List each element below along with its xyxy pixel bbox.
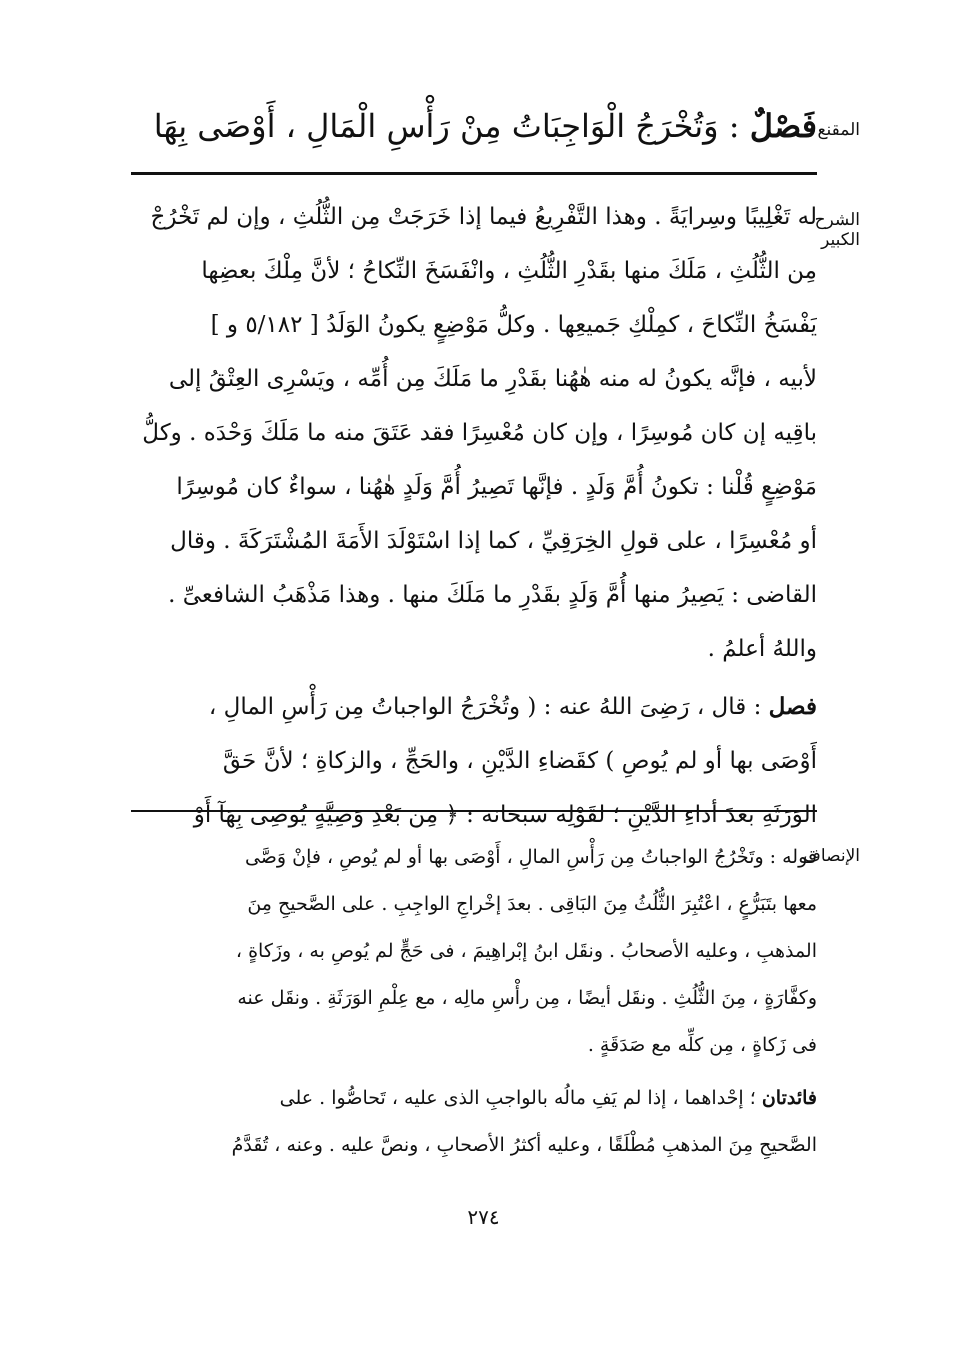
sharh-line: مَوْضِعٍ قُلْنا : تكونُ أُمَّ وَلَدٍ . فإنَّها تَصِيرُ أُمَّ وَلَدٍ هٰهُنا ، سواءٌ كان مُوسِرًا <box>176 474 817 500</box>
insaf-line: معها بتَبَرُّعٍ ، اعْتُبِرَ الثُّلُثُ مِنَ البَاقِى . بعدَ إخْراجِ الواجِبِ . على الصَّحيحِ مِنَ <box>247 893 817 915</box>
label-insaf: الإنصاف <box>803 846 860 866</box>
sharh-line: القاضى : يَصِيرُ منها أُمَّ وَلَدٍ بقَدْرِ ما مَلَكَ منها . وهذا مَذْهَبُ الشافعىِّ . <box>168 582 817 608</box>
sharh-line: أَوْصَى بها أو لم يُوصِ ) كقَضاءِ الدَّيْنِ ، والحَجِّ ، والزكاةِ ؛ لأنَّ حَقَّ <box>222 748 817 774</box>
insaf-line: وكفَّارَةٍ ، مِنَ الثُّلُثِ . ونقَل أيضًا ، مِن رأْسِ مالِه ، مع عِلْمِ الوَرَثَةِ . ونقَل عنه <box>237 987 817 1009</box>
sharh-line: باقِيه إن كان مُوسِرًا ، وإن كان مُعْسِرًا فقد عَتَقَ منه ما مَلَكَ وَحْدَه . وكلُّ <box>142 420 817 446</box>
label-muqni: المقنع <box>817 120 860 140</box>
label-sharh-kabir: الشرح الكبير <box>814 210 860 250</box>
insaf-line: المذهبِ ، وعليه الأصحابُ . ونقَل ابنُ إبْراهِيمَ ، فى حَجٍّ لم يُوصِ به ، وزَكاةٍ ، <box>235 940 817 962</box>
sharh-line: واللهُ أعلمُ . <box>707 636 817 662</box>
page-number: ٢٧٤ <box>467 1205 500 1229</box>
sharh-line: أو مُعْسِرًا ، على قولِ الخِرَقِيِّ ، كما إذا اسْتَوْلَدَ الأَمَةَ المُشْتَرَكَةَ . وقال <box>170 528 817 554</box>
fasl-text: : قال ، رَضِىَ اللهُ عنه : ( وتُخْرَجُ الواجباتُ مِن رَأْسِ المالِ ، <box>208 694 769 720</box>
muqni-text <box>131 102 817 150</box>
insaf-text <box>131 834 817 1169</box>
sharh-line: الوَرَثَةِ بعدَ أداءِ الدَّيْنِ ؛ لقَوْلِه سبحانه : ﴿ مِن بَعْدِ وَصِيَّةٍ يُوصِى بِهَآ أَوْ <box>193 802 817 828</box>
insaf-line: قوله : وتَخْرُجُ الواجباتُ مِن رَأْسِ المالِ ، أَوْصَى بها أو لم يُوصِ ، فإنْ وَصَّى <box>244 846 817 868</box>
sharh-line: له تَغْلِيبًا وسِرايَةً . وهذا التَّفْرِيعُ فيما إذا خَرَجَتْ مِن الثُّلُثِ ، وإن لم تَخْرُجْ <box>150 204 817 230</box>
fasl-heading: فَصْلٌ <box>749 107 817 145</box>
fasl-lead: فصل <box>768 693 817 720</box>
fawaid-text: ؛ إحْداهما ، إذا لم يَفِ مالُه بالواجبِ الذى عليه ، تَحاصُّوا . على <box>279 1087 762 1109</box>
insaf-line: الصَّحيحِ مِنَ المذهبِ مُطْلَقًا ، وعليه أكثرُ الأصحابِ ، ونصَّ عليه . وعنه ، تُقَدَّمُ <box>231 1134 817 1156</box>
sharh-line: يَفْسَخُ النِّكاحَ ، كمِلْكِ جَميعِها . وكلُّ مَوْضِعٍ يكونُ الوَلَدُ [ ٥/١٨٢ و ] <box>210 312 817 338</box>
sharh-kabir-text <box>131 190 817 842</box>
sharh-fasl-line <box>131 680 817 734</box>
fawaid-lead: فائدتان <box>761 1087 817 1109</box>
insaf-fawaid-line <box>131 1075 817 1122</box>
insaf-line: فى زَكاةٍ ، مِن كلِّه مع صَدَقَةٍ . <box>587 1034 817 1056</box>
sharh-line: مِن الثُّلُثِ ، مَلَكَ منها بقَدْرِ الثُّلُثِ ، وانْفَسَخَ النِّكاحُ ؛ لأنَّ مِلْكَ بعضِها <box>201 258 817 284</box>
insaf-divider <box>131 810 817 812</box>
header-divider <box>131 172 817 175</box>
sharh-line: لأبيه ، فإنَّه يكونُ له منه هٰهُنا بقَدْرِ ما مَلَكَ مِن أُمِّه ، ويَسْرِى العِتْقُ إلى <box>168 366 817 392</box>
muqni-sentence: : وَتُخْرَجُ الْوَاجِبَاتُ مِنْ رَأْسِ الْمَالِ ، أَوْصَى بِهَا <box>153 107 750 145</box>
